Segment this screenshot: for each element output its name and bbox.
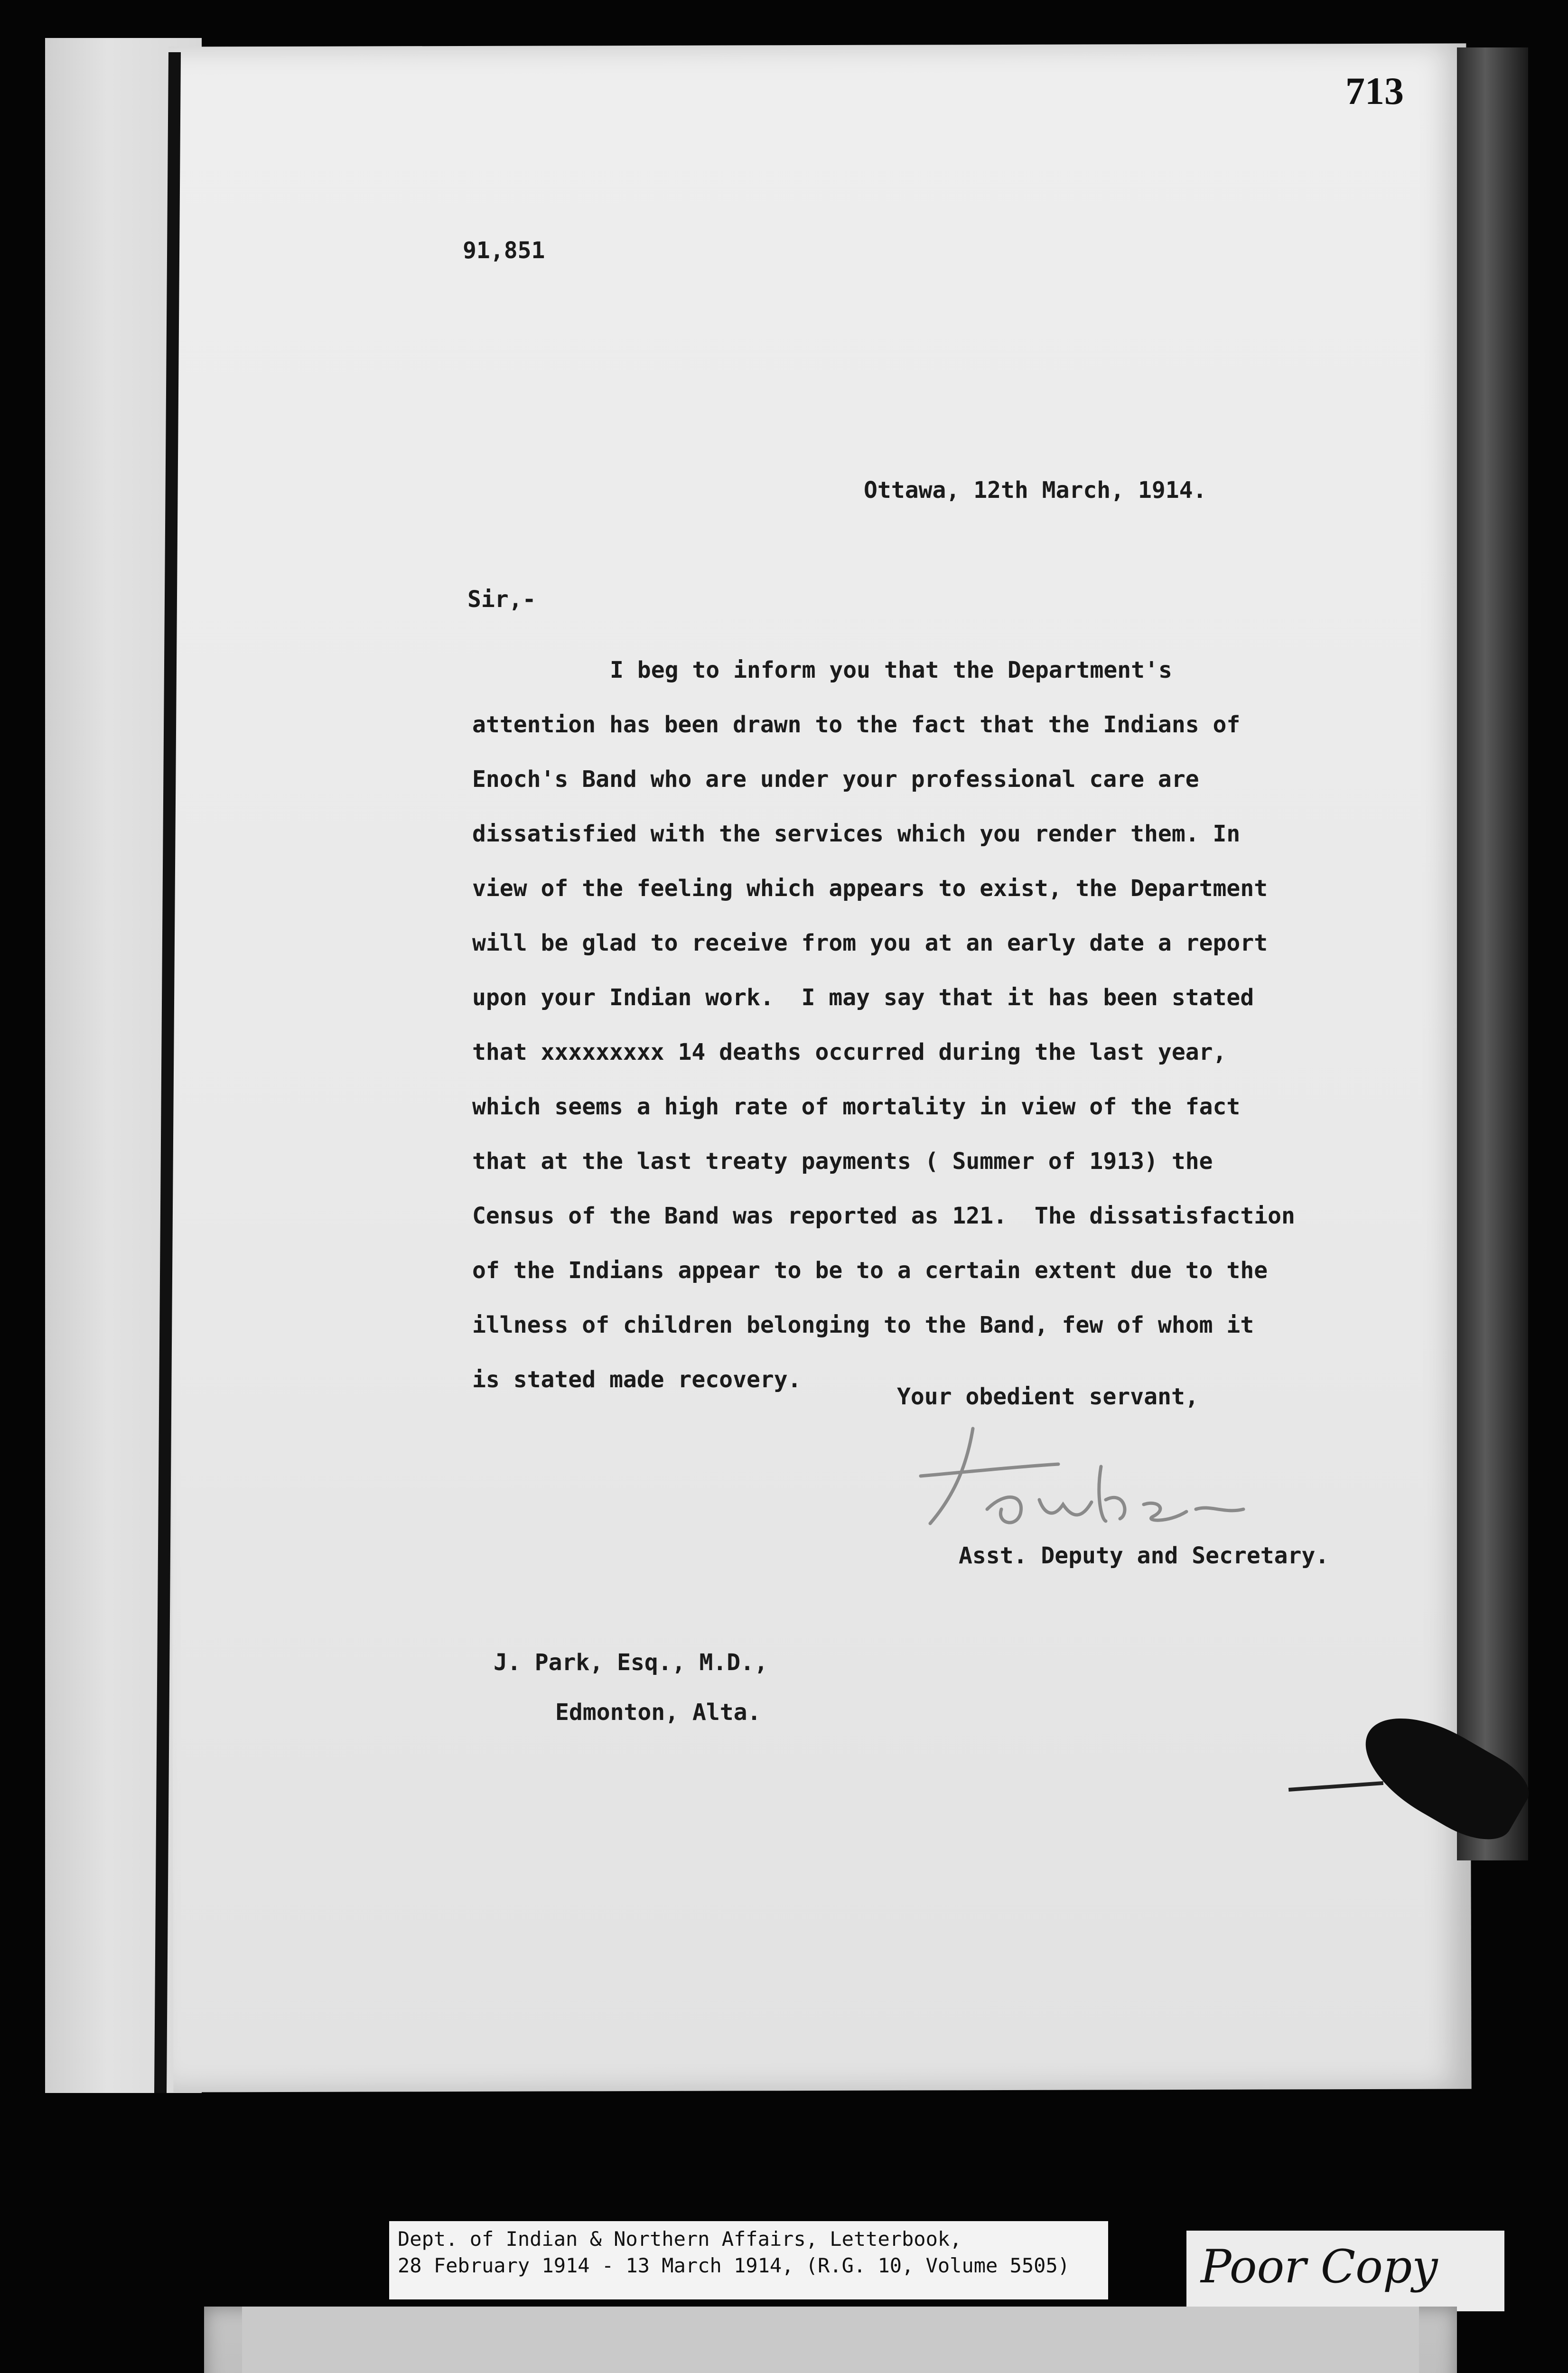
file-number: 91,851 — [463, 237, 545, 264]
date-line: Ottawa, 12th March, 1914. — [864, 477, 1207, 504]
binding-edge — [1457, 47, 1528, 1860]
salutation: Sir,- — [467, 586, 536, 613]
body-line: is stated made recovery. — [472, 1366, 802, 1393]
body-line: dissatisfied with the services which you render them. In — [472, 821, 1241, 847]
body-line: that at the last treaty payments ( Summer of 1913) the — [472, 1148, 1213, 1175]
closing-line: Your obedient servant, — [897, 1383, 1199, 1410]
handwritten-signature — [902, 1419, 1353, 1552]
archive-label-line: Dept. of Indian & Northern Affairs, Letterbook, — [398, 2227, 962, 2251]
signature-title: Asst. Deputy and Secretary. — [959, 1542, 1329, 1569]
poor-copy-text: Poor Copy — [1201, 2240, 1438, 2293]
body-line: view of the feeling which appears to exist, the Department — [472, 875, 1268, 902]
body-line: I beg to inform you that the Department's — [610, 657, 1172, 683]
page-number: 713 — [1345, 69, 1404, 112]
archive-reference-label — [389, 2221, 1108, 2299]
archives-stamp-card — [204, 2307, 1457, 2373]
stamp-panel — [242, 2307, 1419, 2373]
body-line: illness of children belonging to the Band, few of whom it — [472, 1312, 1254, 1338]
body-line: will be glad to receive from you at an early date a report — [472, 930, 1268, 956]
archive-label-line: 28 February 1914 - 13 March 1914, (R.G. 10, Volume 5505) — [398, 2254, 1070, 2277]
letter-body — [472, 643, 1374, 1407]
body-line: which seems a high rate of mortality in view of the fact — [472, 1093, 1241, 1120]
body-line: Census of the Band was reported as 121. The dissatisfaction — [472, 1203, 1295, 1229]
poor-copy-tag — [1186, 2231, 1504, 2311]
body-line: upon your Indian work. I may say that it has been stated — [472, 984, 1254, 1011]
addressee-name: J. Park, Esq., M.D., — [494, 1649, 768, 1676]
body-line: attention has been drawn to the fact that the Indians of — [472, 711, 1241, 738]
addressee-place: Edmonton, Alta. — [555, 1699, 761, 1726]
body-line: Enoch's Band who are under your professional care are — [472, 766, 1199, 793]
body-line: of the Indians appear to be to a certain extent due to the — [472, 1257, 1268, 1284]
body-line: that xxxxxxxxx 14 deaths occurred during the last year, — [472, 1039, 1227, 1065]
